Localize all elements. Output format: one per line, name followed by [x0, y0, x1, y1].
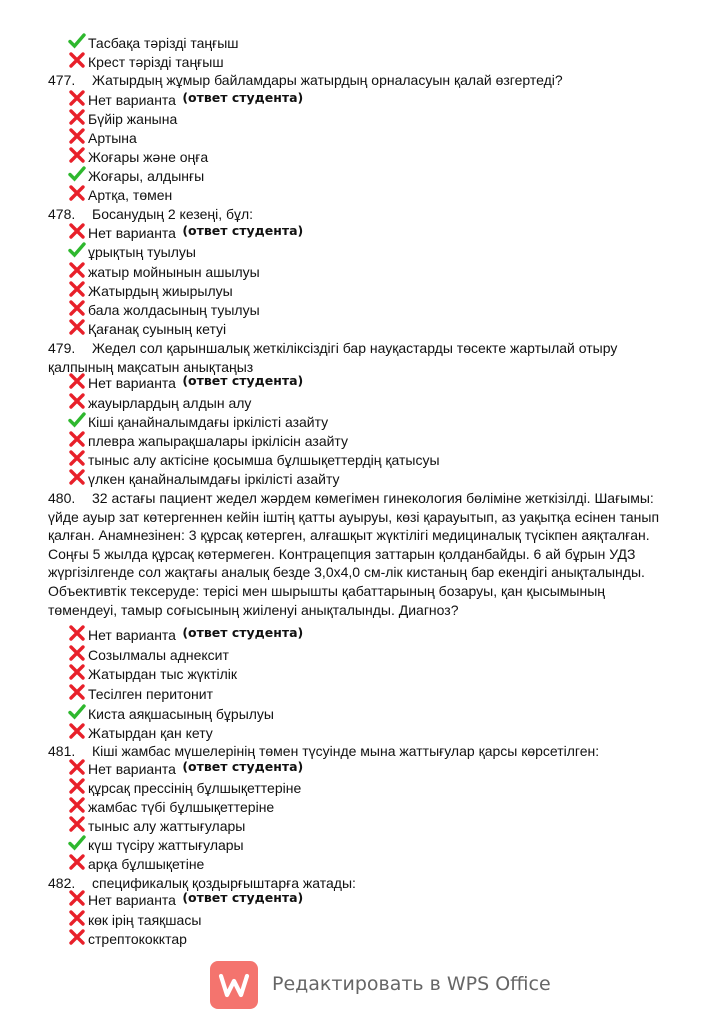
cross-icon [68, 127, 86, 145]
answer-option-text [88, 665, 237, 683]
cross-icon [68, 392, 86, 410]
question-number: 481. [48, 743, 76, 759]
answer-text: үлкен қанайналымдағы іркілісті азайту [88, 471, 340, 487]
answer-text: Тесілген перитонит [88, 686, 214, 702]
answer-text: Нет варианта [88, 375, 176, 391]
answer-option-text [88, 779, 301, 797]
answer-text: арқа бұлшықетіне [88, 856, 205, 872]
answer-option-text [88, 282, 233, 300]
cross-icon [68, 928, 86, 946]
cross-icon [68, 318, 86, 336]
cross-icon [68, 683, 86, 701]
cross-icon [68, 51, 86, 69]
cross-icon [68, 815, 86, 833]
cross-icon [68, 853, 86, 871]
answer-text: жамбас түбі бұлшықеттеріне [88, 799, 275, 815]
check-icon [68, 32, 86, 50]
question [48, 71, 668, 90]
answer-option-text [88, 301, 260, 319]
answer-option-text [88, 760, 303, 779]
cross-icon [68, 449, 86, 467]
answer-text: Нет варианта [88, 627, 176, 643]
question-number: 482. [48, 875, 76, 891]
cross-icon [68, 663, 86, 681]
answer-text: бала жолдасының туылуы [88, 302, 260, 318]
answer-option-text [88, 167, 204, 185]
answer-option-text [88, 911, 201, 929]
answer-option-text [88, 855, 204, 873]
answer-option-text [88, 724, 213, 742]
answer-option-text [88, 891, 303, 910]
student-answer-note: (ответ студента) [177, 625, 304, 640]
answer-option-text [88, 413, 328, 431]
check-icon [68, 165, 86, 183]
answer-option-text [88, 34, 239, 52]
student-answer-note: (ответ студента) [177, 759, 304, 774]
question-number: 480. [48, 490, 76, 506]
answer-text: Крест тәрізді таңғыш [88, 54, 224, 70]
answer-option-text [88, 320, 226, 338]
answer-option-text [88, 374, 303, 393]
cross-icon [68, 108, 86, 126]
answer-option-text [88, 705, 274, 723]
cross-icon [68, 644, 86, 662]
answer-text: Нет варианта [88, 92, 176, 108]
answer-text: құрсақ прессінің бұлшықеттеріне [88, 780, 302, 796]
wps-edit-banner[interactable] [210, 961, 551, 1009]
answer-option-text [88, 110, 177, 128]
wps-logo-icon[interactable] [210, 961, 258, 1009]
answer-text: Жатырдың жиырылуы [88, 283, 233, 299]
answer-option-text [88, 91, 303, 110]
answer-text: Тасбақа тәрізді таңғыш [88, 35, 239, 51]
cross-icon [68, 624, 86, 642]
cross-icon [68, 430, 86, 448]
answer-text: күш түсіру жаттығулары [88, 837, 244, 853]
cross-icon [68, 468, 86, 486]
answer-text: Жоғары, алдынғы [88, 168, 205, 184]
answer-text: Бүйір жанына [88, 111, 178, 127]
check-icon [68, 703, 86, 721]
cross-icon [68, 758, 86, 776]
question-text: Жатырдың жұмыр байламдары жатырдың орналасуын қалай өзгертеді? [92, 72, 563, 88]
answer-text: тыныс алу актісіне қосымша бұлшықеттердің қатысуы [88, 452, 440, 468]
answer-text: Артқа, төмен [88, 187, 173, 203]
cross-icon [68, 222, 86, 240]
answer-text: Нет варианта [88, 761, 176, 777]
question-text: Босанудың 2 кезеңі, бұл: [92, 206, 254, 222]
question-text: спецификалық қоздырғыштарға жатады: [92, 875, 356, 891]
question-text: 32 астағы пациент жедел жәрдем көмегімен гинекология бөліміне жеткізілді. Шағымы: үйде ауыр зат көтергеннен кейін іштің қатты ауыруы, көзі қарауытып, аз уақытқа есінен танып қалған. Анамнезінен: 3 құрсақ көтерген, алғашқыт жүктілігі медициналық түсікпен аяқталған. Соңғы 5 жылда құрсақ көтермеген. Контрацепция заттарын қолданбайды. 6 ай бұрын УДЗ жүргізілгенде сол жақтағы аналық безде 3,0х4,0 см-лік кистаның бар екендігі анықталынды. Объективтік тексеруде: терісі мен шырышты қабаттарының бозаруы, қан қысымының төмендеуі, тамыр соғысының жиіленуі анықталынды. Диагноз? [48, 490, 660, 618]
answer-option-text [88, 451, 440, 469]
question-text: Кіші жамбас мүшелерінің төмен түсуінде мына жаттығулар қарсы көрсетілген: [92, 743, 600, 759]
question [48, 874, 668, 893]
answer-text: Жоғары және оңға [88, 149, 209, 165]
cross-icon [68, 184, 86, 202]
answer-text: Нет варианта [88, 892, 176, 908]
answer-text: плевра жапырақшалары іркілісін азайту [88, 433, 349, 449]
answer-option-text [88, 186, 172, 204]
answer-text: Қағанақ суының кетуі [88, 321, 227, 337]
question [48, 205, 668, 224]
question [48, 339, 668, 376]
answer-option-text [88, 685, 213, 703]
cross-icon [68, 909, 86, 927]
answer-option-text [88, 263, 260, 281]
cross-icon [68, 146, 86, 164]
answer-text: Артына [88, 130, 137, 146]
answer-option-text [88, 394, 251, 412]
answer-text: стрептококктар [88, 931, 187, 947]
answer-option-text [88, 930, 187, 948]
answer-text: Кіші қанайналымдағы іркілісті азайту [88, 414, 329, 430]
question [48, 489, 668, 619]
answer-option-text [88, 646, 229, 664]
cross-icon [68, 889, 86, 907]
student-answer-note: (ответ студента) [177, 373, 304, 388]
student-answer-note: (ответ студента) [177, 90, 304, 105]
answer-option-text [88, 470, 340, 488]
cross-icon [68, 280, 86, 298]
student-answer-note: (ответ студента) [177, 223, 304, 238]
cross-icon [68, 89, 86, 107]
question-number: 478. [48, 206, 76, 222]
answer-option-text [88, 148, 208, 166]
answer-text: Созылмалы аднексит [88, 647, 229, 663]
answer-text: ұрықтың туылуы [88, 244, 196, 260]
check-icon [68, 834, 86, 852]
question [48, 742, 668, 761]
cross-icon [68, 796, 86, 814]
answer-option-text [88, 432, 348, 450]
answer-text: Нет варианта [88, 225, 176, 241]
wps-edit-label[interactable]: Редактировать в WPS Office [272, 973, 551, 995]
answer-option-text [88, 53, 224, 71]
check-icon [68, 241, 86, 259]
question-number: 477. [48, 72, 76, 88]
cross-icon [68, 261, 86, 279]
answer-option-text [88, 626, 303, 645]
cross-icon [68, 777, 86, 795]
answer-text: жауырлардың алдын алу [88, 395, 252, 411]
answer-text: тыныс алу жаттығулары [88, 818, 246, 834]
answer-text: Жатырдан тыс жүктілік [88, 666, 238, 682]
check-icon [68, 411, 86, 429]
answer-text: жатыр мойнынын ашылуы [88, 264, 260, 280]
question-text: Жедел сол қарыншалық жеткіліксіздігі бар науқастарды төсекте жартылай отыру қалпының мақсатын анықтаңыз [48, 340, 618, 375]
answer-option-text [88, 129, 137, 147]
cross-icon [68, 299, 86, 317]
answer-text: көк ірің таяқшасы [88, 912, 202, 928]
question-number: 479. [48, 340, 76, 356]
cross-icon [68, 722, 86, 740]
cross-icon [68, 372, 86, 390]
answer-option-text [88, 798, 274, 816]
answer-option-text [88, 243, 196, 261]
answer-option-text [88, 836, 244, 854]
answer-text: Киста аяқшасының бұрылуы [88, 706, 274, 722]
answer-option-text [88, 817, 245, 835]
answer-text: Жатырдан қан кету [88, 725, 213, 741]
answer-option-text [88, 224, 303, 243]
student-answer-note: (ответ студента) [177, 890, 304, 905]
